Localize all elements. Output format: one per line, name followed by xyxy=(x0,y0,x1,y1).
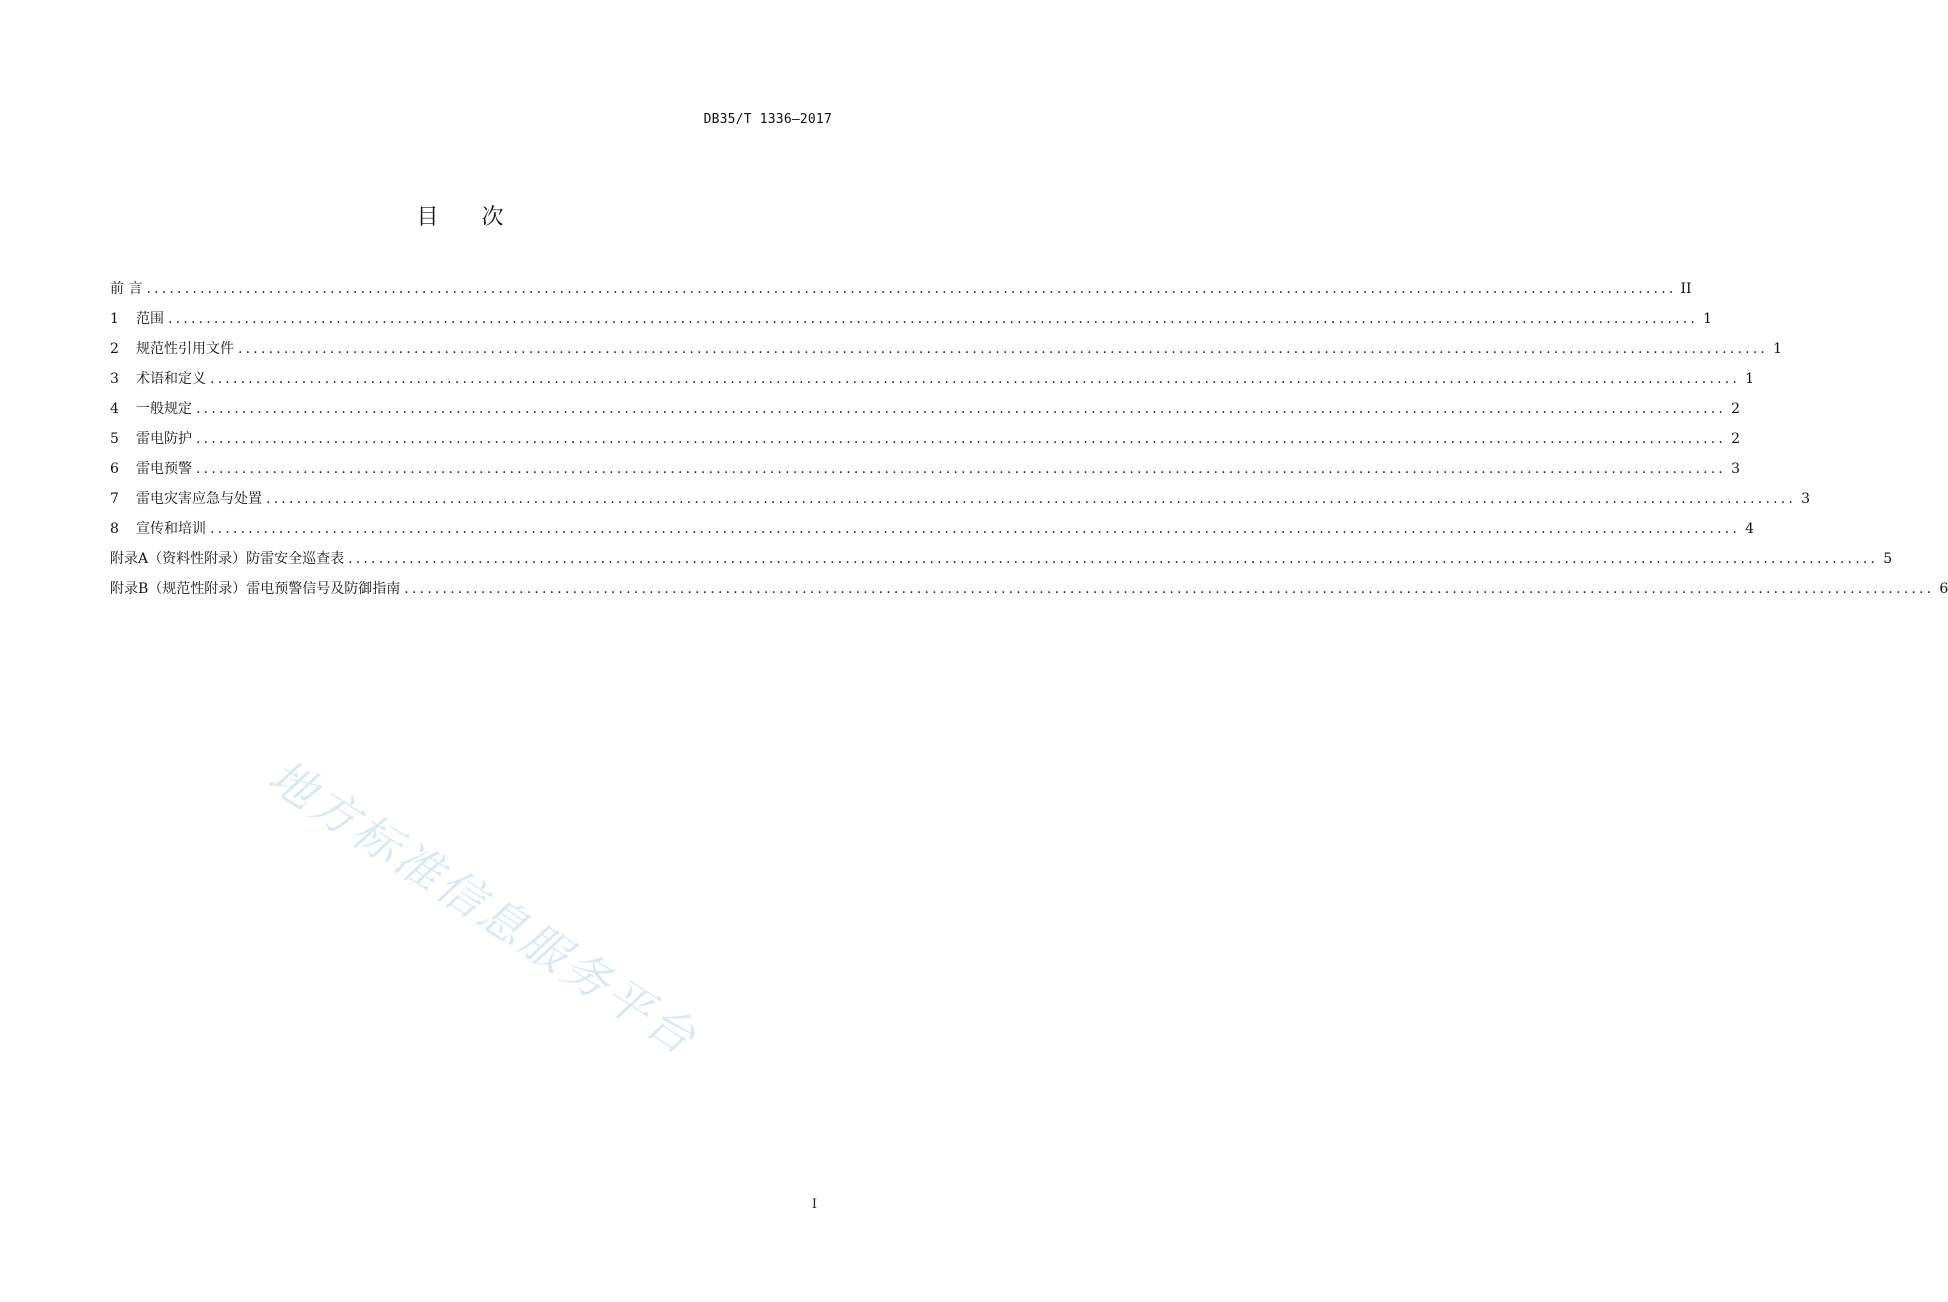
toc-entry-label xyxy=(110,548,344,570)
toc-entry-normative-references[interactable] xyxy=(110,338,1783,368)
toc-entry-text: 一般规定 xyxy=(136,401,192,417)
toc-entry-text: 术语和定义 xyxy=(136,371,206,387)
watermark: 地方标准信息服务平台 xyxy=(258,748,708,1067)
toc-entry-label xyxy=(110,428,192,450)
toc-entry-lightning-warning[interactable] xyxy=(110,458,1741,488)
toc-entry-label xyxy=(110,398,192,420)
toc-entry-disaster-response[interactable] xyxy=(110,488,1811,518)
toc-entry-general-provisions[interactable] xyxy=(110,398,1741,428)
toc-entry-number: 1 xyxy=(110,311,119,327)
toc-entry-number: 6 xyxy=(110,461,119,477)
toc-entry-page: 2 xyxy=(1731,431,1741,447)
toc-leader-dots: ........................................................................................................................................................................................................ xyxy=(146,281,1677,297)
toc-entry-text: 规范性引用文件 xyxy=(136,341,234,357)
toc-entry-publicity-training[interactable] xyxy=(110,518,1755,548)
toc-entry-label xyxy=(110,458,192,480)
toc-entry-number: 5 xyxy=(110,431,119,447)
table-of-contents xyxy=(110,278,1948,608)
toc-entry-label xyxy=(110,488,262,510)
toc-entry-text: 雷电灾害应急与处置 xyxy=(136,491,262,507)
toc-leader-dots: ........................................................................................................................................................................................................ xyxy=(196,431,1727,447)
toc-entry-foreword[interactable] xyxy=(110,278,1692,308)
toc-entry-text: 雷电预警 xyxy=(136,461,192,477)
toc-entry-page: 4 xyxy=(1745,521,1755,537)
toc-entry-page: II xyxy=(1680,281,1692,297)
toc-entry-label xyxy=(110,578,400,600)
toc-entry-scope[interactable] xyxy=(110,308,1713,338)
toc-leader-dots: ........................................................................................................................................................................................................ xyxy=(266,491,1797,507)
toc-entry-text: 雷电防护 xyxy=(136,431,192,447)
toc-leader-dots: ........................................................................................................................................................................................................ xyxy=(196,461,1727,477)
toc-entry-text: 前 言 xyxy=(110,281,143,297)
toc-entry-number: 4 xyxy=(110,401,119,417)
toc-leader-dots: ........................................................................................................................................................................................................ xyxy=(196,401,1727,417)
toc-entry-label xyxy=(110,518,206,540)
toc-leader-dots: ........................................................................................................................................................................................................ xyxy=(404,581,1935,597)
toc-entry-page: 5 xyxy=(1883,551,1893,567)
toc-entry-page: 1 xyxy=(1703,311,1713,327)
toc-entry-appendix-a[interactable] xyxy=(110,548,1893,578)
toc-entry-page: 1 xyxy=(1773,341,1783,357)
toc-entry-label xyxy=(110,308,164,330)
toc-entry-text: 宣传和培训 xyxy=(136,521,206,537)
toc-leader-dots: ........................................................................................................................................................................................................ xyxy=(210,521,1741,537)
toc-entry-text: 范围 xyxy=(136,311,164,327)
toc-entry-terms-definitions[interactable] xyxy=(110,368,1755,398)
toc-entry-lightning-protection[interactable] xyxy=(110,428,1741,458)
toc-title: 目 次 xyxy=(416,205,522,230)
toc-entry-number: 2 xyxy=(110,341,119,357)
toc-entry-text: 附录B（规范性附录）雷电预警信号及防御指南 xyxy=(110,581,401,597)
toc-leader-dots: ........................................................................................................................................................................................................ xyxy=(210,371,1741,387)
toc-entry-page: 3 xyxy=(1801,491,1811,507)
toc-entry-appendix-b[interactable] xyxy=(110,578,1948,608)
toc-entry-number: 3 xyxy=(110,371,119,387)
toc-entry-page: 2 xyxy=(1731,401,1741,417)
toc-entry-label xyxy=(110,368,206,390)
toc-entry-number: 7 xyxy=(110,491,119,507)
toc-entry-label xyxy=(110,278,142,300)
toc-entry-page: 3 xyxy=(1731,461,1741,477)
toc-entry-number: 8 xyxy=(110,521,119,537)
standard-code: DB35/T 1336—2017 xyxy=(703,112,832,127)
toc-leader-dots: ........................................................................................................................................................................................................ xyxy=(348,551,1879,567)
toc-entry-text: 附录A（资料性附录）防雷安全巡查表 xyxy=(110,551,345,567)
toc-leader-dots: ........................................................................................................................................................................................................ xyxy=(168,311,1699,327)
toc-entry-page: 1 xyxy=(1745,371,1755,387)
page-number: I xyxy=(811,1197,817,1212)
toc-entry-page: 6 xyxy=(1939,581,1948,597)
toc-leader-dots: ........................................................................................................................................................................................................ xyxy=(238,341,1769,357)
toc-entry-label xyxy=(110,338,234,360)
